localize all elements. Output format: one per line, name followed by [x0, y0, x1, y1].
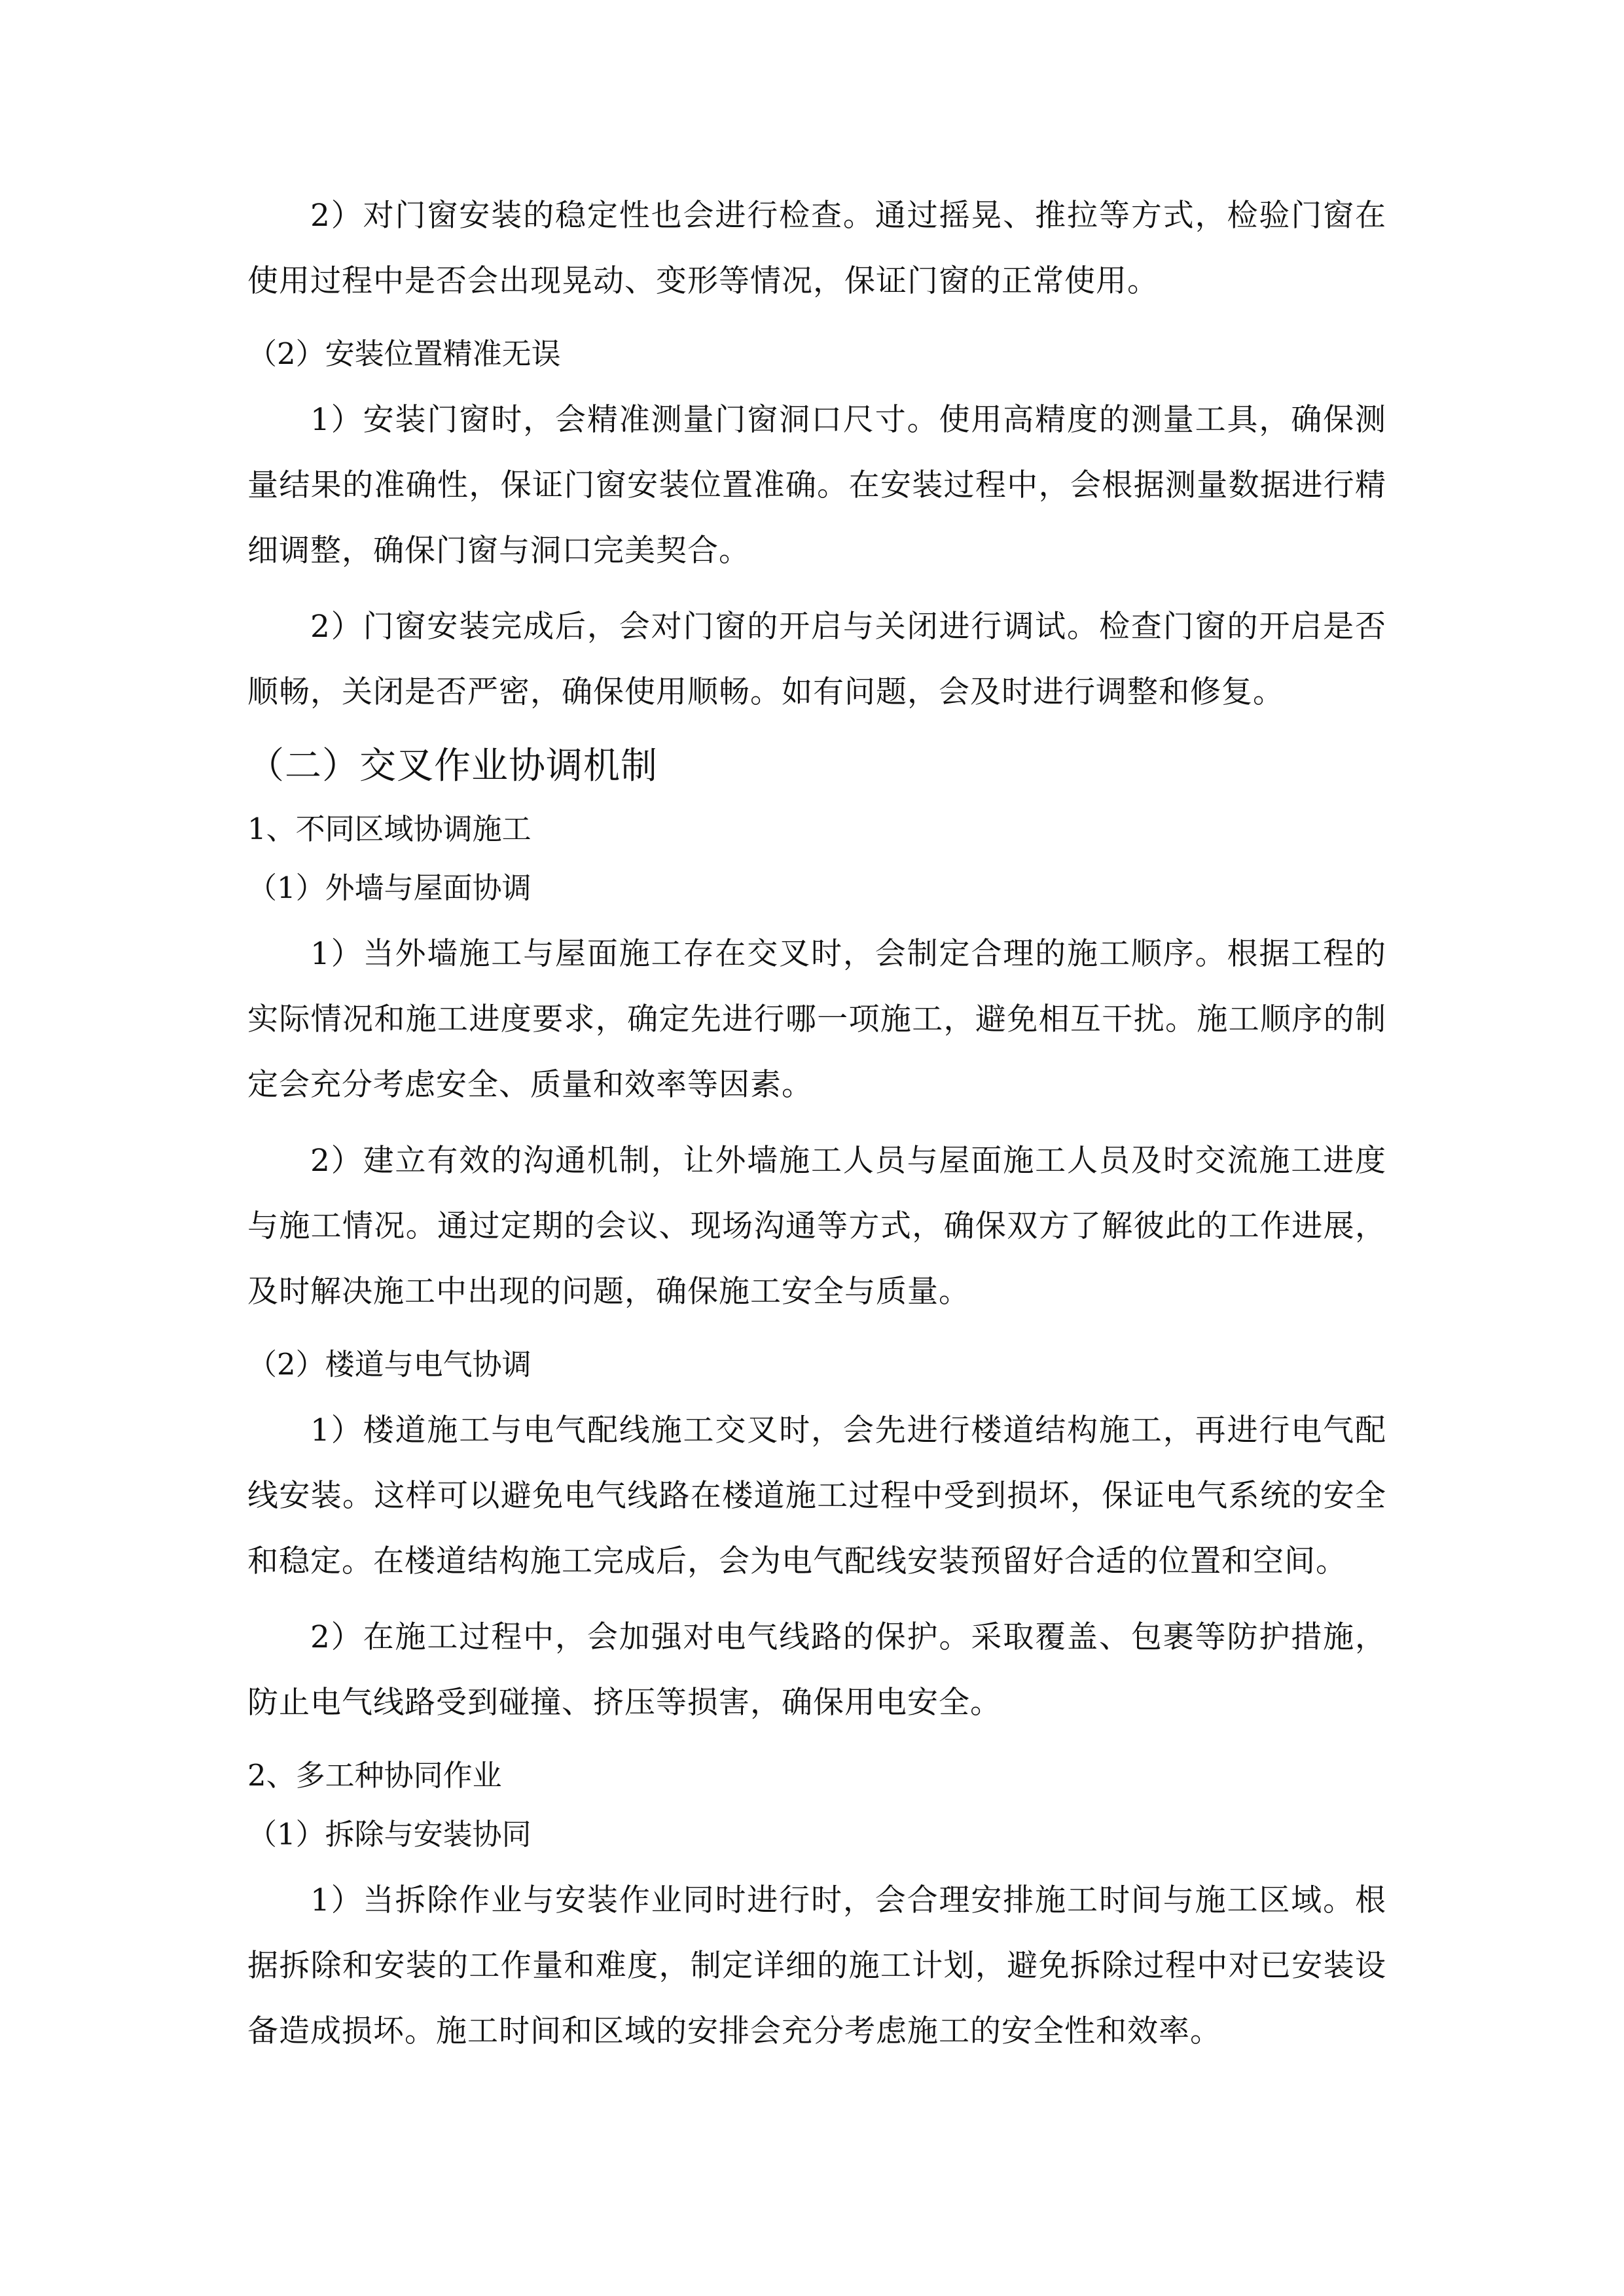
- paragraph-construction-order: 1）当外墙施工与屋面施工存在交叉时，会制定合理的施工顺序。根据工程的实际情况和施工进度要求，确定先进行哪一项施工，避免相互干扰。施工顺序的制定会充分考虑安全、质量和效率等因素。: [247, 936, 1386, 1103]
- heading-multi-trade: 2、多工种协同作业: [247, 1758, 502, 1793]
- document-page: [247, 183, 1386, 2075]
- paragraph-demolition-schedule: 1）当拆除作业与安装作业同时进行时，会合理安排施工时间与施工区域。根据拆除和安装的工作量和难度，制定详细的施工计划，避免拆除过程中对已安装设备造成损坏。施工时间和区域的安排会充分考虑施工的安全性和效率。: [247, 1882, 1386, 2049]
- subheading-wall-roof: （1）外墙与屋面协调: [247, 870, 532, 905]
- paragraph-communication: 2）建立有效的沟通机制，让外墙施工人员与屋面施工人员及时交流施工进度与施工情况。通过定期的会议、现场沟通等方式，确保双方了解彼此的工作进展，及时解决施工中出现的问题，确保施工安全与质量。: [247, 1143, 1386, 1310]
- subheading-install-position: （2）安装位置精准无误: [247, 336, 561, 371]
- subheading-demolition-install: （1）拆除与安装协同: [247, 1817, 532, 1852]
- paragraph-open-close-debug: 2）门窗安装完成后，会对门窗的开启与关闭进行调试。检查门窗的开启是否顺畅，关闭是否严密，确保使用顺畅。如有问题，会及时进行调整和修复。: [247, 609, 1386, 710]
- paragraph-stair-first: 1）楼道施工与电气配线施工交叉时，会先进行楼道结构施工，再进行电气配线安装。这样可以避免电气线路在楼道施工过程中受到损坏，保证电气系统的安全和稳定。在楼道结构施工完成后，会为电气配线安装预留好合适的位置和空间。: [247, 1412, 1386, 1579]
- subheading-stair-electrical: （2）楼道与电气协调: [247, 1347, 532, 1382]
- section-heading-cross-work: （二）交叉作业协调机制: [247, 745, 658, 787]
- heading-area-coordination: 1、不同区域协调施工: [247, 812, 532, 846]
- paragraph-wire-protection: 2）在施工过程中，会加强对电气线路的保护。采取覆盖、包裹等防护措施，防止电气线路受到碰撞、挤压等损害，确保用电安全。: [247, 1619, 1386, 1721]
- paragraph-measure-opening: 1）安装门窗时，会精准测量门窗洞口尺寸。使用高精度的测量工具，确保测量结果的准确性，保证门窗安装位置准确。在安装过程中，会根据测量数据进行精细调整，确保门窗与洞口完美契合。: [247, 402, 1386, 569]
- paragraph-window-stability: 2）对门窗安装的稳定性也会进行检查。通过摇晃、推拉等方式，检验门窗在使用过程中是否会出现晃动、变形等情况，保证门窗的正常使用。: [247, 198, 1386, 299]
